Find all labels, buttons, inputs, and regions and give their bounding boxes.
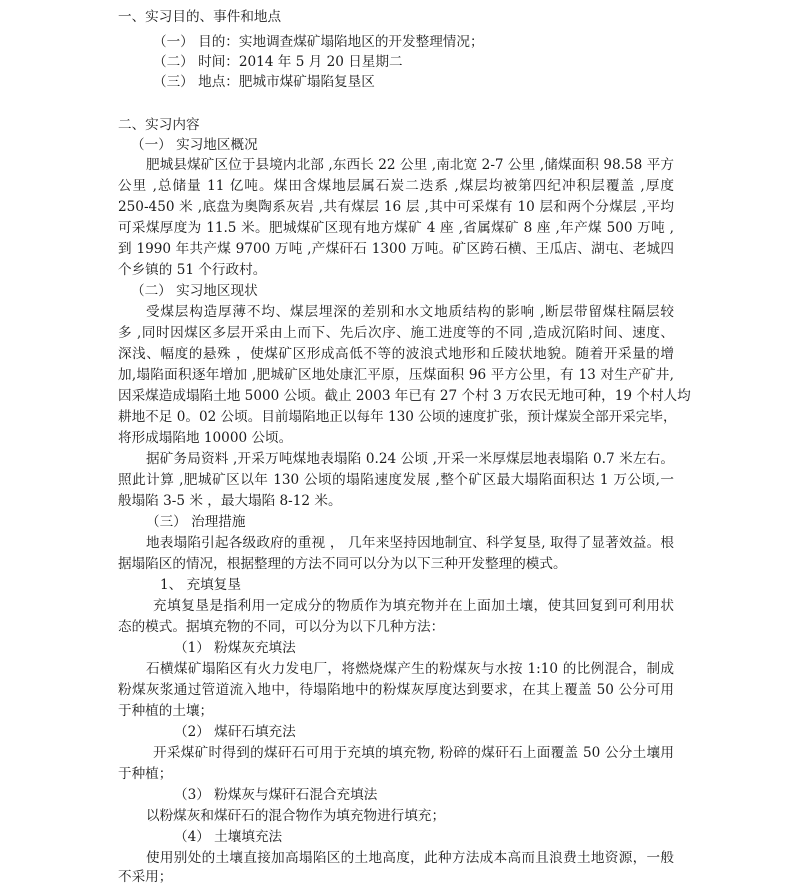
subsection-measures-heading: （三） 治理措施	[146, 514, 246, 530]
overview-paragraph-line: 到 1990 年共产煤 9700 万吨 ,产煤矸石 1300 万吨。矿区跨石横、王瓜店、湖屯、老城四	[118, 241, 674, 257]
method-soil-line: 不采用；	[118, 869, 173, 885]
status-paragraph-line: 受煤层构造厚薄不均、煤层埋深的差别和水文地质结构的影响 ,断层带留煤柱隔层较	[146, 304, 674, 320]
status-paragraph-2-line: 般塌陷 3-5 米 ，最大塌陷 8-12 米。	[118, 493, 342, 509]
method-fly-ash-line: 粉煤灰浆通过管道流入地中，待塌陷地中的粉煤灰厚度达到要求，在其上覆盖 50 公分可用	[118, 682, 674, 698]
status-paragraph-line: 因采煤造成塌陷土地 5000 公顷。截止 2003 年已有 27 个村 3 万农民无地可种，19 个村人均	[118, 388, 691, 404]
item-fill-reclamation-heading: 1、 充填复垦	[160, 577, 241, 593]
method-gangue-line: 于种植；	[118, 766, 173, 782]
status-paragraph-2-line: 据矿务局资料 ,开采万吨煤地表塌陷 0.24 公顷 ,开采一米厚煤层地表塌陷 0.7 米左右。	[146, 451, 674, 467]
status-paragraph-line: 多 ,同时因煤区多层开采由上而下、先后次序、施工进度等的不同 ,造成沉陷时间、速度、	[118, 325, 674, 341]
method-fly-ash-line: 于种植的土壤；	[118, 703, 214, 719]
status-paragraph-2-line: 照此计算 ,肥城矿区以年 130 公顷的塌陷速度发展 ,整个矿区最大塌陷面积达 1 万公顷,一	[118, 472, 674, 488]
section-1-heading: 一、实习目的、事件和地点	[118, 9, 282, 25]
method-gangue-line: 开采煤矿时得到的煤矸石可用于充填的填充物, 粉碎的煤矸石上面覆盖 50 公分土壤用	[153, 745, 674, 761]
subsection-overview-heading: （一） 实习地区概况	[131, 137, 258, 153]
section-2-heading: 二、实习内容	[118, 117, 200, 133]
method-soil-heading: （4） 土壤填充法	[174, 829, 283, 845]
measures-paragraph-line: 地表塌陷引起各级政府的重视 ， 几年来坚持因地制宜、科学复垦, 取得了显著效益。根	[146, 535, 674, 551]
section-1-item-location: （三） 地点：肥城市煤矿塌陷复垦区	[153, 74, 375, 90]
overview-paragraph-line: 公里 ,总储量 11 亿吨。煤田含煤地层属石炭二迭系 ,煤层均被第四纪冲积层覆盖 ,厚度	[118, 178, 674, 194]
status-paragraph-line: 加,塌陷面积逐年增加 ,肥城矿区地处康汇平原，压煤面积 96 平方公里，有 13 对生产矿井,	[118, 367, 674, 383]
overview-paragraph-line: 个乡镇的 51 个行政村。	[118, 262, 267, 278]
method-mixed-heading: （3） 粉煤灰与煤矸石混合充填法	[174, 787, 378, 803]
method-soil-line: 使用别处的土壤直接加高塌陷区的土地高度，此种方法成本高而且浪费土地资源，一般	[146, 850, 674, 866]
section-1-item-purpose: （一） 目的：实地调查煤矿塌陷地区的开发整理情况；	[153, 34, 484, 50]
measures-paragraph-line: 据塌陷区的情况，根据整理的方法不同可以分为以下三种开发整理的模式。	[118, 556, 567, 572]
method-gangue-heading: （2） 煤矸石填充法	[174, 724, 296, 740]
section-1-item-time: （二） 时间：2014 年 5 月 20 日星期二	[153, 54, 403, 70]
overview-paragraph-line: 250-450 米 ,底盘为奥陶系灰岩 ,共有煤层 16 层 ,其中可采煤有 10 层和两个分煤层 ,平均	[118, 199, 674, 215]
overview-paragraph-line: 可采煤厚度为 11.5 米。肥城煤矿区现有地方煤矿 4 座 ,省属煤矿 8 座 ,年产煤 500 万吨 ,	[118, 220, 674, 236]
subsection-status-heading: （二） 实习地区现状	[131, 283, 258, 299]
method-fly-ash-line: 石横煤矿塌陷区有火力发电厂，将燃烧煤产生的粉煤灰与水按 1:10 的比例混合，制成	[146, 661, 674, 677]
method-mixed-line: 以粉煤灰和煤矸石的混合物作为填充物进行填充；	[146, 808, 446, 824]
fill-reclamation-line: 态的模式。据填充物的不同，可以分为以下几种方法：	[118, 619, 445, 635]
status-paragraph-line: 将形成塌陷地 10000 公顷。	[118, 430, 293, 446]
status-paragraph-line: 耕地不足 0。02 公顷。目前塌陷地正以每年 130 公顷的速度扩张，预计煤炭全部开采完毕，	[118, 409, 677, 425]
overview-paragraph-line: 肥城县煤矿区位于县境内北部 ,东西长 22 公里 ,南北宽 2-7 公里 ,储煤面积 98.58 平方	[146, 157, 674, 173]
fill-reclamation-line: 充填复垦是指利用一定成分的物质作为填充物并在上面加土壤，使其回复到可利用状	[153, 598, 674, 614]
method-fly-ash-heading: （1） 粉煤灰充填法	[174, 640, 296, 656]
status-paragraph-line: 深浅、幅度的悬殊 ，使煤矿区形成高低不等的波浪式地形和丘陵状地貌。随着开采量的增	[118, 346, 674, 362]
